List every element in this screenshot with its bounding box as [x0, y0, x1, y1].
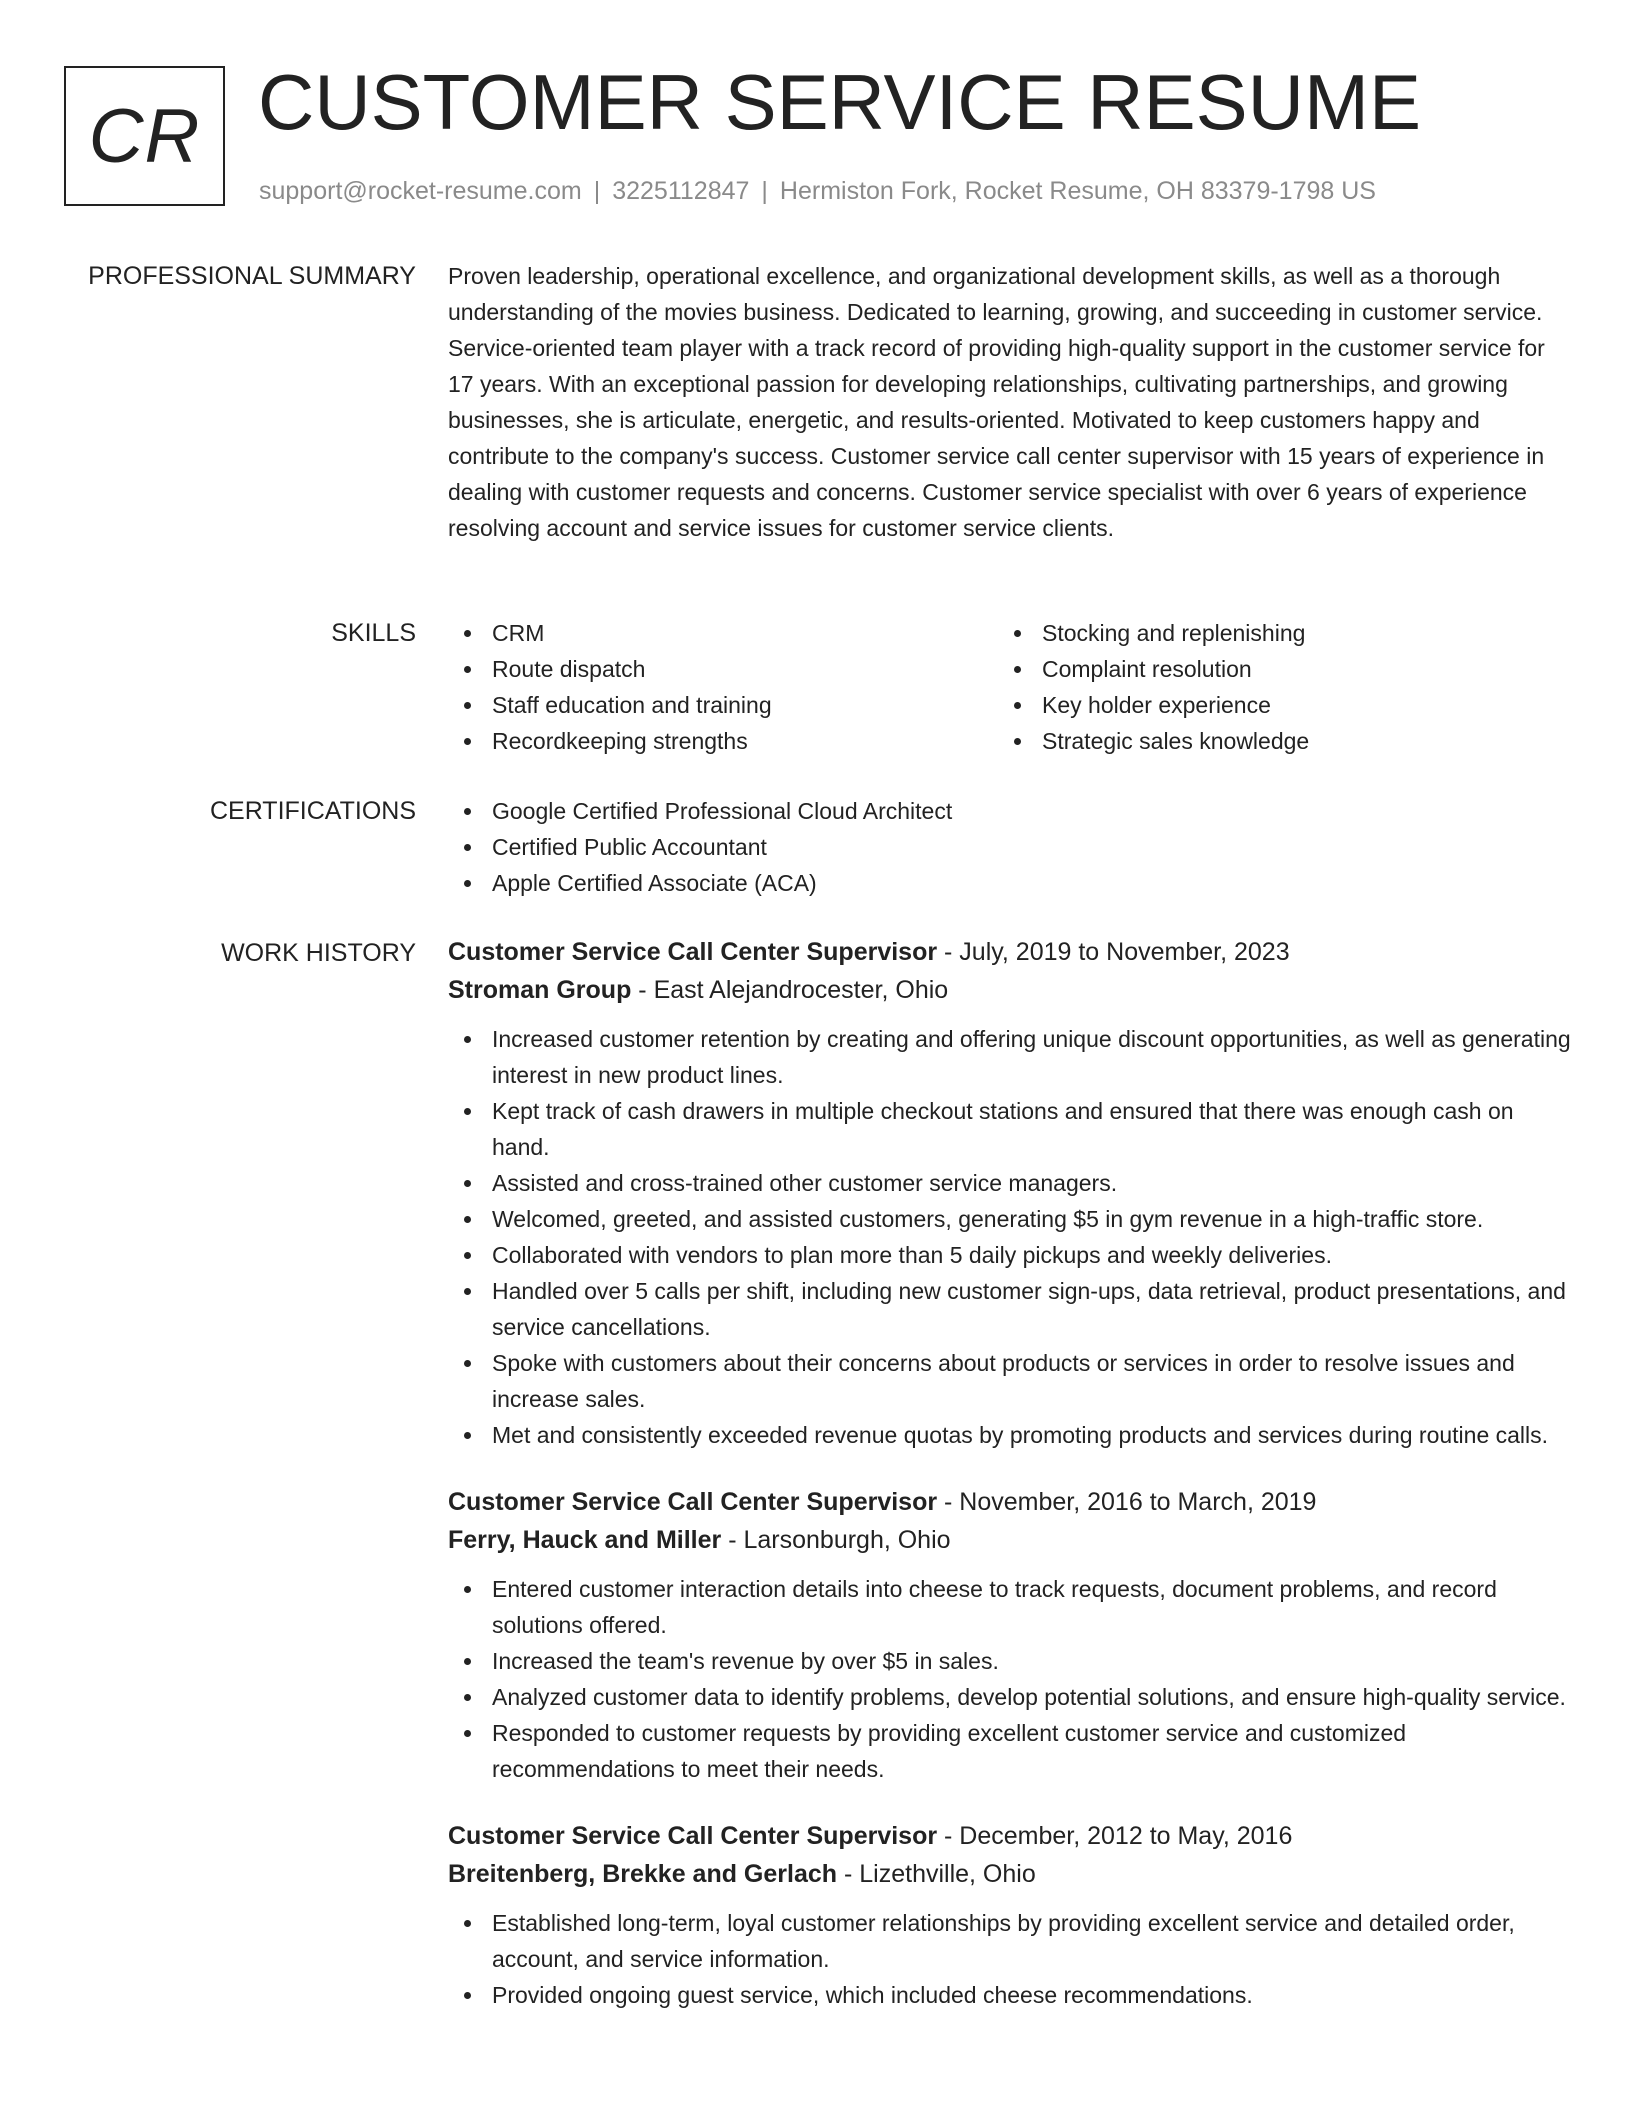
job-company: Ferry, Hauck and Miller [448, 1526, 722, 1554]
job-dates: July, 2019 to November, 2023 [959, 938, 1290, 966]
job-bullet: Entered customer interaction details into cheese to track requests, document problems, and record solutions offered. [448, 1571, 1573, 1643]
skills-grid [448, 615, 1573, 759]
monogram-box [64, 66, 225, 206]
job-title-line [448, 1817, 1573, 1855]
section-label-summary: PROFESSIONAL SUMMARY [88, 262, 416, 290]
job-title-line [448, 1483, 1573, 1521]
skill-item: Route dispatch [448, 651, 998, 687]
certification-item: Apple Certified Associate (ACA) [448, 865, 1573, 901]
job-dash: - [631, 976, 654, 1004]
summary-body [448, 258, 1573, 546]
job-title: Customer Service Call Center Supervisor [448, 1822, 938, 1850]
job-title: Customer Service Call Center Supervisor [448, 938, 938, 966]
job-bullet: Established long-term, loyal customer relationships by providing excellent service and detailed order, account, and service information. [448, 1905, 1573, 1977]
summary-text: Proven leadership, operational excellence, and organizational development skills, as well as a thorough understanding of the movies business. Dedicated to learning, growing, and succeeding in customer service. Service-oriented team player with a track record of providing high-quality support in the customer service for 17 years. With an exceptional passion for developing relationships, cultivating partnerships, and growing businesses, she is articulate, energetic, and results-oriented. Motivated to keep customers happy and contribute to the company's success. Customer service call center supervisor with 15 years of experience in dealing with customer requests and concerns. Customer service specialist with over 6 years of experience resolving account and service issues for customer service clients. [448, 263, 1545, 541]
skill-item: CRM [448, 615, 998, 651]
job-dash: - [937, 1822, 960, 1850]
job-company-line [448, 971, 1573, 1009]
section-label-skills: SKILLS [331, 619, 416, 647]
job-bullets [448, 1021, 1573, 1453]
skill-item: Complaint resolution [998, 651, 1548, 687]
job-company: Breitenberg, Brekke and Gerlach [448, 1860, 838, 1888]
job-location: East Alejandrocester, Ohio [653, 976, 949, 1004]
contact-email: support@rocket-resume.com [259, 177, 582, 205]
job-title: Customer Service Call Center Supervisor [448, 1488, 938, 1516]
skill-item: Stocking and replenishing [998, 615, 1548, 651]
job-location: Lizethville, Ohio [859, 1860, 1036, 1888]
job-company-line [448, 1855, 1573, 1893]
certifications-list [448, 793, 1573, 901]
job-bullet: Kept track of cash drawers in multiple checkout stations and ensured that there was enough cash on hand. [448, 1093, 1573, 1165]
job-dash: - [937, 938, 960, 966]
contact-address: Hermiston Fork, Rocket Resume, OH 83379-1798 US [779, 177, 1376, 205]
skill-item: Strategic sales knowledge [998, 723, 1548, 759]
job-bullet: Collaborated with vendors to plan more than 5 daily pickups and weekly deliveries. [448, 1237, 1573, 1273]
job-location: Larsonburgh, Ohio [743, 1526, 951, 1554]
skills-body [448, 615, 1573, 759]
job-dates: December, 2012 to May, 2016 [959, 1822, 1293, 1850]
contact-separator: | [593, 177, 601, 205]
job-company-line [448, 1521, 1573, 1559]
job-bullet: Welcomed, greeted, and assisted customers, generating $5 in gym revenue in a high-traffic store. [448, 1201, 1573, 1237]
certifications-body [448, 793, 1573, 901]
job-bullet: Handled over 5 calls per shift, including new customer sign-ups, data retrieval, product presentations, and service cancellations. [448, 1273, 1573, 1345]
section-label-work-history: WORK HISTORY [221, 939, 416, 967]
job-entry [448, 1817, 1573, 2013]
job-bullet: Assisted and cross-trained other customer service managers. [448, 1165, 1573, 1201]
job-company: Stroman Group [448, 976, 632, 1004]
job-bullet: Increased the team's revenue by over $5 in sales. [448, 1643, 1573, 1679]
job-title-line [448, 933, 1573, 971]
job-bullet: Spoke with customers about their concerns about products or services in order to resolve issues and increase sales. [448, 1345, 1573, 1417]
certification-item: Certified Public Accountant [448, 829, 1573, 865]
skill-item: Key holder experience [998, 687, 1548, 723]
resume-title: CUSTOMER SERVICE RESUME [258, 58, 1421, 146]
certification-item: Google Certified Professional Cloud Architect [448, 793, 1573, 829]
job-entry [448, 1483, 1573, 1787]
contact-separator: | [761, 177, 768, 205]
job-dash: - [721, 1526, 744, 1554]
skill-item: Recordkeeping strengths [448, 723, 998, 759]
job-bullet: Provided ongoing guest service, which included cheese recommendations. [448, 1977, 1573, 2013]
skills-list-right [998, 615, 1548, 759]
job-bullet: Responded to customer requests by providing excellent customer service and customized recommendations to meet their needs. [448, 1715, 1573, 1787]
monogram-initials: CR [88, 93, 201, 179]
skill-item: Staff education and training [448, 687, 998, 723]
job-bullets [448, 1905, 1573, 2013]
job-entry [448, 933, 1573, 1453]
job-dash: - [937, 1488, 960, 1516]
work-history-body [448, 933, 1573, 2043]
job-dash: - [837, 1860, 860, 1888]
job-bullets [448, 1571, 1573, 1787]
job-bullet: Analyzed customer data to identify problems, develop potential solutions, and ensure high-quality service. [448, 1679, 1573, 1715]
job-bullet: Increased customer retention by creating and offering unique discount opportunities, as well as generating interest in new product lines. [448, 1021, 1573, 1093]
skills-list-left [448, 615, 998, 759]
section-label-certifications: CERTIFICATIONS [209, 797, 416, 825]
contact-line [259, 174, 1376, 208]
job-bullet: Met and consistently exceeded revenue quotas by promoting products and services during routine calls. [448, 1417, 1573, 1453]
contact-phone: 3225112847 [612, 177, 750, 205]
job-dates: November, 2016 to March, 2019 [959, 1488, 1317, 1516]
